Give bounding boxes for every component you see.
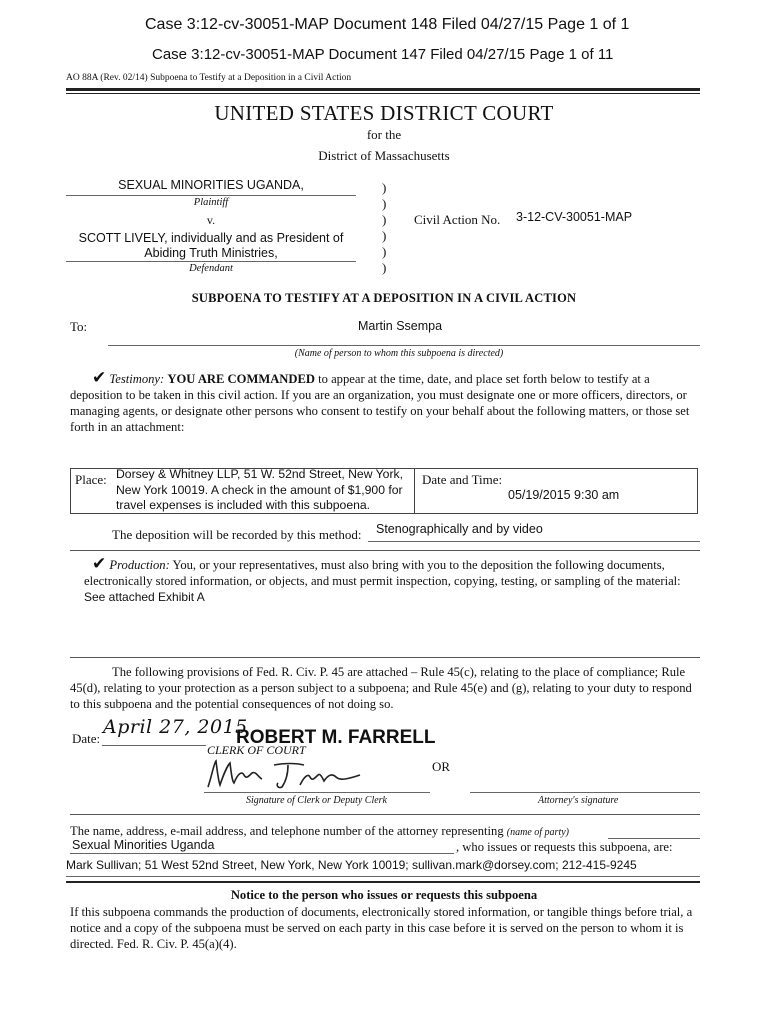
place-table-left-border: [70, 468, 71, 514]
testimony-label: Testimony:: [109, 372, 165, 386]
case-stamp-doc147: Case 3:12-cv-30051-MAP Document 147 Filed 04/27/15 Page 1 of 11: [152, 46, 614, 63]
party-suffix: , who issues or requests this subpoena, are:: [456, 840, 673, 854]
recording-method-rule: [368, 541, 700, 542]
date-time-value: 05/19/2015 9:30 am: [508, 488, 620, 502]
header-rule-thick: [66, 88, 700, 91]
caption-paren: ): [382, 260, 387, 275]
civil-action-label: Civil Action No.: [414, 212, 501, 227]
place-line1: Dorsey & Whitney LLP, 51 W. 52nd Street, New York,: [116, 467, 404, 481]
attorney-signature-rule: [470, 792, 700, 793]
place-label: Place:: [75, 472, 107, 487]
testimony-checkbox-icon: ✔: [92, 368, 107, 388]
defendant-label: Defendant: [189, 263, 233, 274]
place-table-right-border: [697, 468, 698, 514]
section-rule-2: [70, 657, 700, 658]
production-paragraph: [84, 556, 702, 605]
notice-rule: [66, 881, 700, 883]
caption-paren: ): [382, 180, 387, 195]
production-text: You, or your representatives, must also bring with you to the deposition the following documents, electronically stored information, or objects, and must permit inspection, copying, testing, or sampling of the material:: [84, 558, 681, 588]
party-name: Sexual Minorities Uganda: [72, 838, 215, 852]
section-rule-3: [70, 814, 700, 815]
party-caption: (name of party): [506, 827, 569, 838]
provisions-paragraph: The following provisions of Fed. R. Civ. P. 45 are attached – Rule 45(c), relating to the place of compliance; Rule 45(d), relating to your protection as a person subject to a subpoena; and Rule 45(e) and (g), relating to your duty to respond to this subpoena and the potential consequences of not doing so.: [70, 665, 692, 711]
plaintiff-name: SEXUAL MINORITIES UGANDA,: [118, 178, 304, 192]
place-table-bottom-rule: [70, 513, 698, 514]
caption-paren: ): [382, 228, 387, 243]
party-name-rule: [70, 853, 454, 854]
contact-rule: [66, 876, 700, 877]
testimony-text: to appear at the time, date, and place set forth below to testify at a deposition to be taken in this civil action. If you are an organization, you must designate one or more officers, directors, or managing agents, or designate other persons who consent to testify on your behalf about the following matters, or those set forth in an attachment:: [70, 372, 690, 434]
court-district: District of Massachusetts: [318, 148, 450, 163]
clerk-name: ROBERT M. FARRELL: [236, 727, 436, 748]
civil-action-number: 3-12-CV-30051-MAP: [516, 210, 633, 224]
date-label: Date:: [72, 731, 101, 746]
section-rule-1: [70, 550, 700, 551]
production-checkbox-icon: ✔: [92, 554, 107, 574]
court-for: for the: [366, 127, 402, 142]
testimony-paragraph: [70, 370, 702, 435]
attorney-intro-text: The name, address, e-mail address, and telephone number of the attorney representing: [70, 824, 504, 838]
production-label: Production:: [109, 558, 170, 572]
recipient-name: Martin Ssempa: [358, 319, 443, 333]
place-table-divider: [414, 468, 415, 514]
defendant-line1: SCOTT LIVELY, individually and as President of: [78, 231, 344, 245]
clerk-signature-rule: [204, 792, 430, 793]
clerk-of-court: CLERK OF COURT: [207, 743, 306, 757]
subpoena-title: SUBPOENA TO TESTIFY AT A DEPOSITION IN A CIVIL ACTION: [191, 291, 577, 305]
attorney-intro: [70, 824, 569, 839]
to-label: To:: [70, 319, 88, 334]
testimony-command: YOU ARE COMMANDED: [167, 372, 315, 386]
place-line3: travel expenses is included with this subpoena.: [116, 498, 371, 512]
case-stamp-doc148: Case 3:12-cv-30051-MAP Document 148 Filed 04/27/15 Page 1 of 1: [145, 16, 630, 33]
court-title: UNITED STATES DISTRICT COURT: [214, 101, 554, 125]
place-line2: New York 10019. A check in the amount of $1,900 for: [116, 483, 403, 497]
recording-method-value: Stenographically and by video: [376, 522, 543, 536]
party-caption-rule: [608, 838, 700, 839]
defendant-line2: Abiding Truth Ministries,: [144, 246, 278, 260]
attorney-signature-caption: Attorney's signature: [538, 795, 619, 806]
caption-paren: ): [382, 212, 387, 227]
clerk-signature: [204, 755, 364, 795]
form-id: AO 88A (Rev. 02/14) Subpoena to Testify at a Deposition in a Civil Action: [66, 73, 352, 83]
plaintiff-rule: [66, 195, 356, 196]
attorney-contact: Mark Sullivan; 51 West 52nd Street, New York, New York 10019; sullivan.mark@dorsey.com; 212-415-9245: [66, 858, 637, 872]
notice-text: If this subpoena commands the production of documents, electronically stored information, or tangible things before trial, a notice and a copy of the subpoena must be served on each party in this case before it is served on the person to whom it is directed. Fed. R. Civ. P. 45(a)(4).: [70, 905, 693, 951]
defendant-rule: [66, 261, 356, 262]
recipient-rule: [108, 345, 700, 346]
caption-paren: ): [382, 244, 387, 259]
production-value: See attached Exhibit A: [84, 590, 205, 604]
plaintiff-label: Plaintiff: [193, 197, 229, 208]
date-time-label: Date and Time:: [422, 472, 503, 487]
caption-paren: ): [382, 196, 387, 211]
handwritten-date: April 27, 2015: [103, 716, 248, 738]
date-rule: [102, 745, 206, 746]
recording-method-label: The deposition will be recorded by this method:: [112, 527, 362, 542]
notice-title: Notice to the person who issues or requests this subpoena: [230, 888, 538, 902]
recipient-caption: (Name of person to whom this subpoena is directed): [294, 348, 504, 359]
versus: v.: [206, 213, 216, 227]
or-label: OR: [432, 759, 451, 774]
clerk-signature-caption: Signature of Clerk or Deputy Clerk: [246, 795, 387, 806]
header-rule-thin: [66, 93, 700, 94]
